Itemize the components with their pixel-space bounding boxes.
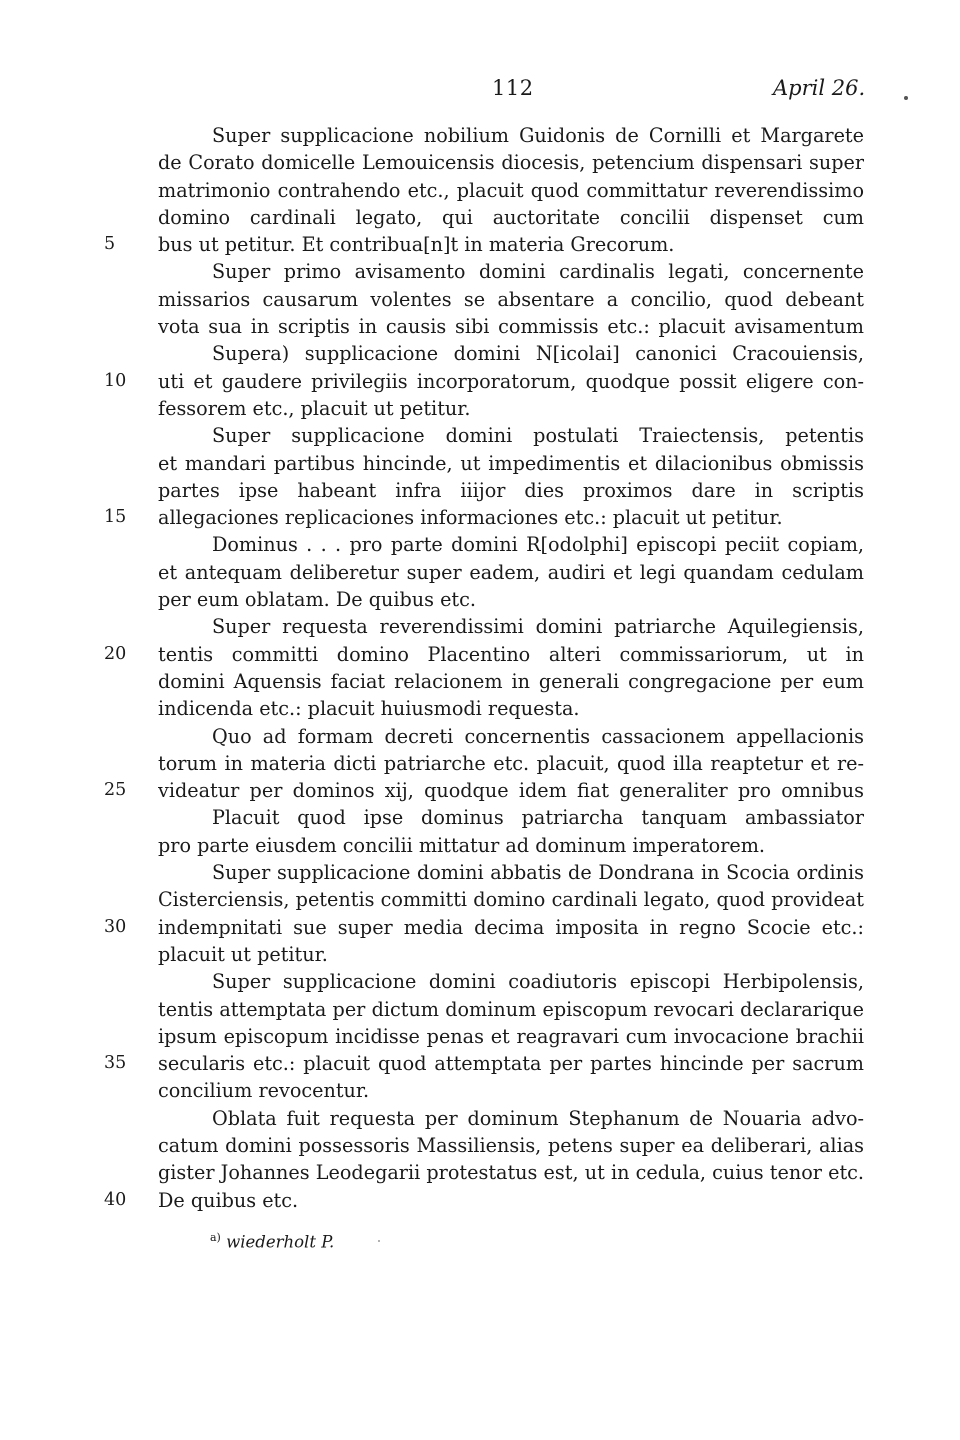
line-text: missarios causarum volentes se absentare a concilio, quod debeant — [158, 287, 864, 311]
text-line — [158, 450, 864, 477]
text-line — [158, 149, 864, 176]
text-line — [158, 804, 864, 831]
text-line — [104, 504, 864, 531]
line-text: Placuit quod ipse dominus patriarcha tanquam ambassiator — [212, 806, 864, 830]
line-text: Super supplicacione domini coadiutoris episcopi Herbipolensis, — [212, 970, 864, 994]
line-text: Cisterciensis, petentis committi domino cardinali legato, quod provideat — [158, 888, 864, 912]
footnote-text: wiederholt P. — [226, 1232, 335, 1252]
text-line — [158, 286, 864, 313]
line-text: Super requesta reverendissimi domini patriarche Aquilegiensis, — [212, 615, 864, 639]
text-line — [158, 695, 864, 722]
line-number: 35 — [104, 1053, 127, 1074]
print-speck — [378, 1240, 380, 1242]
text-line — [158, 586, 864, 613]
line-text: Super primo avisamento domini cardinalis legati, concernente — [212, 260, 864, 284]
line-text: concilium revocentur. — [158, 1079, 370, 1103]
text-line — [158, 941, 864, 968]
text-line — [158, 832, 864, 859]
text-line — [158, 1105, 864, 1132]
line-text: placuit ut petitur. — [158, 942, 328, 966]
line-text: indempnitati sue super media decima imposita in regno Scocie etc.: — [158, 915, 864, 939]
line-text: et mandari partibus hincinde, ut impedimentis et dilacionibus obmissis — [158, 451, 864, 475]
line-text: Super supplicacione domini abbatis de Dondrana in Scocia ordinis — [212, 861, 864, 885]
line-text: Dominus . . . pro parte domini R[odolphi] episcopi peciit copiam, — [212, 533, 864, 557]
text-line — [158, 177, 864, 204]
line-number: 15 — [104, 507, 127, 528]
line-text: gister Johannes Leodegarii protestatus est, ut in cedula, cuius tenor etc. — [158, 1161, 864, 1185]
text-line — [158, 313, 864, 340]
line-text: Supera) supplicacione domini N[icolai] canonici Cracouiensis, — [212, 342, 864, 366]
line-text: torum in materia dicti patriarche etc. placuit, quod illa reaptetur et re- — [158, 751, 864, 775]
line-text: domini Aquensis faciat relacionem in generali congregacione per eum — [158, 669, 864, 693]
line-text: matrimonio contrahendo etc., placuit quod committatur reverendissimo — [158, 178, 864, 202]
line-text: videatur per dominos xij, quodque idem fiat generaliter pro omnibus — [158, 779, 864, 803]
text-line — [158, 886, 864, 913]
page-header — [0, 76, 960, 106]
text-line — [104, 1050, 864, 1077]
line-number: 5 — [104, 234, 116, 255]
text-line — [158, 1023, 864, 1050]
line-text: Super supplicacione nobilium Guidonis de Cornilli et Margarete — [212, 124, 864, 147]
text-line — [104, 914, 864, 941]
text-line — [158, 122, 864, 149]
text-line — [104, 368, 864, 395]
body-text — [104, 122, 864, 1214]
line-text: De quibus etc. — [158, 1188, 299, 1212]
text-line — [158, 422, 864, 449]
line-text: tentis committi domino Placentino alteri commissariorum, ut in — [158, 642, 864, 666]
line-number: 40 — [104, 1189, 127, 1210]
footnote — [210, 1231, 334, 1252]
line-text: indicenda etc.: placuit huiusmodi requesta. — [158, 697, 580, 721]
line-text: bus ut petitur. Et contribua[n]t in materia Grecorum. — [158, 233, 675, 257]
line-text: uti et gaudere privilegiis incorporatorum, quodque possit eligere con- — [158, 369, 864, 393]
text-line — [158, 1159, 864, 1186]
text-line — [158, 258, 864, 285]
text-line — [158, 559, 864, 586]
text-line — [158, 613, 864, 640]
line-text: fessorem etc., placuit ut petitur. — [158, 396, 471, 420]
text-line — [158, 204, 864, 231]
line-text: allegaciones replicaciones informaciones etc.: placuit ut petitur. — [158, 506, 783, 530]
footnote-mark: a) — [210, 1231, 221, 1244]
text-line — [158, 968, 864, 995]
line-text: et antequam deliberetur super eadem, audiri et legi quandam cedulam — [158, 560, 864, 584]
line-text: Super supplicacione domini postulati Traiectensis, petentis — [212, 424, 864, 448]
text-line — [158, 1077, 864, 1104]
line-text: secularis etc.: placuit quod attemptata per partes hincinde per sacrum — [158, 1052, 864, 1076]
text-line — [158, 395, 864, 422]
text-line — [158, 531, 864, 558]
text-line — [158, 859, 864, 886]
text-line — [158, 723, 864, 750]
line-text: partes ipse habeant infra iiijor dies proximos dare in scriptis — [158, 478, 864, 502]
running-head: April 26. — [773, 76, 866, 100]
line-number: 30 — [104, 916, 127, 937]
text-line — [104, 777, 864, 804]
line-text: ipsum episcopum incidisse penas et reagravari cum invocacione brachii — [158, 1024, 864, 1048]
line-text: per eum oblatam. De quibus etc. — [158, 588, 476, 612]
text-line — [104, 641, 864, 668]
text-line — [104, 231, 864, 258]
text-line — [158, 340, 864, 367]
text-line — [104, 1187, 864, 1214]
page-number: 112 — [492, 76, 534, 100]
line-number: 10 — [104, 370, 127, 391]
line-text: de Corato domicelle Lemouicensis diocesis, petencium dispensari super — [158, 151, 864, 175]
line-text: catum domini possessoris Massiliensis, petens super ea deliberari, alias — [158, 1133, 864, 1157]
text-line — [158, 668, 864, 695]
line-text: domino cardinali legato, qui auctoritate concilii dispenset cum — [158, 205, 864, 229]
line-number: 25 — [104, 780, 127, 801]
line-text: vota sua in scriptis in causis sibi commissis etc.: placuit avisamentum — [158, 315, 864, 339]
line-number: 20 — [104, 643, 127, 664]
line-text: tentis attemptata per dictum dominum episcopum revocari declararique — [158, 997, 864, 1021]
line-text: Oblata fuit requesta per dominum Stephanum de Nouaria advo- — [212, 1106, 864, 1130]
text-line — [158, 750, 864, 777]
line-text: Quo ad formam decreti concernentis cassacionem appellacionis — [212, 724, 864, 748]
line-text: pro parte eiusdem concilii mittatur ad dominum imperatorem. — [158, 833, 766, 857]
text-line — [158, 1132, 864, 1159]
text-line — [158, 996, 864, 1023]
text-line — [158, 477, 864, 504]
print-speck — [904, 96, 908, 100]
